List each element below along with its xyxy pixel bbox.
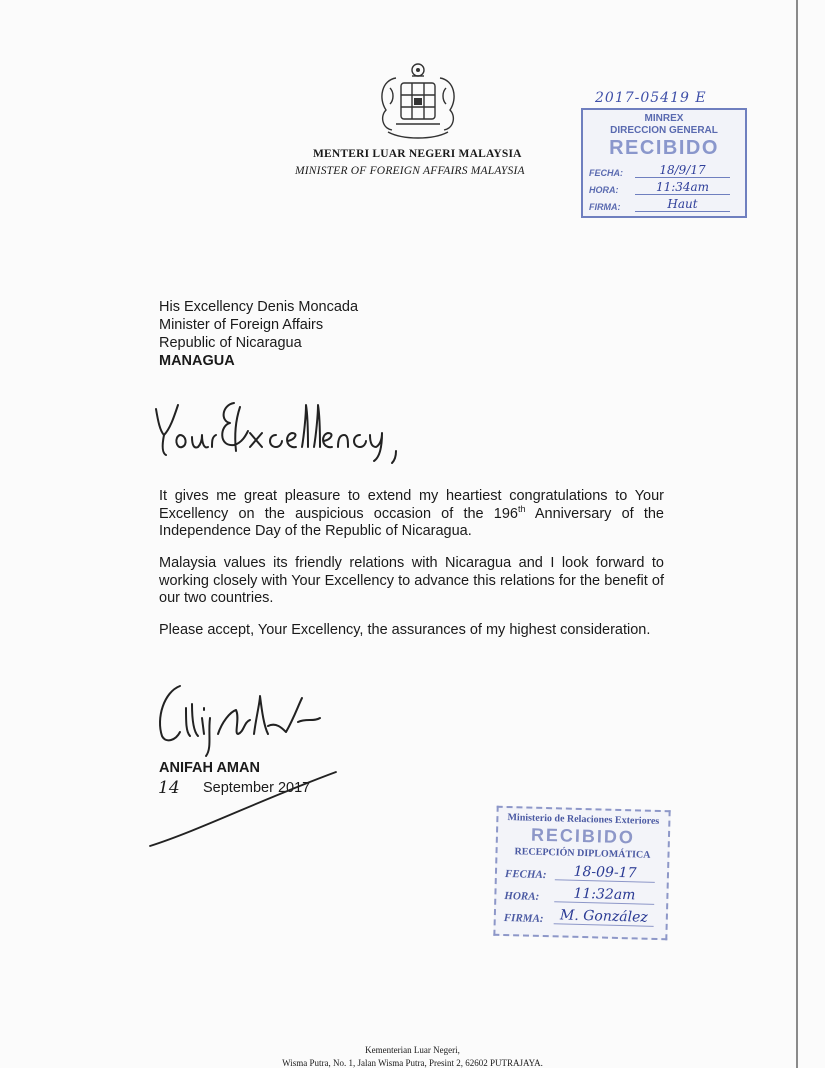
stamp-line: MINREX [644, 113, 684, 124]
stamp-sign-label: FIRMA: [503, 911, 544, 926]
recipient-name: His Excellency Denis Moncada [159, 299, 359, 315]
stamp-time-value: 11:34am [635, 180, 730, 195]
letterhead-title-malay: MENTERI LUAR NEGERI MALAYSIA [313, 148, 522, 160]
footer-address: Wisma Putra, No. 1, Jalan Wisma Putra, Presint 2, 62602 PUTRAJAYA. [282, 1058, 543, 1068]
recipient-country: Republic of Nicaragua [159, 335, 302, 351]
stamp-date-label: FECHA: [589, 168, 623, 178]
stamp-reference-number: 2017-05419 E [595, 90, 707, 106]
malaysia-coat-of-arms-icon [368, 58, 468, 144]
stamp-sign-label: FIRMA: [589, 202, 621, 212]
stamp-line: Ministerio de Relaciones Exteriores [507, 812, 660, 828]
letter-date: September 2017 [203, 780, 311, 796]
stamp-time-value: 11:32am [554, 885, 654, 905]
stamp-date-value: 18-09-17 [555, 863, 655, 883]
stamp-line: RECEPCIÓN DIPLOMÁTICA [514, 846, 651, 861]
paragraph-closing: Please accept, Your Excellency, the assurances of my highest consideration. [159, 622, 651, 638]
paragraph-text: Anniversary of the Independence Day of the Republic of Nicaragua. [159, 505, 664, 539]
signature-flourish-stroke [140, 760, 340, 860]
stamp-sign-value: Haut [635, 197, 730, 212]
stamp-received-word: RECIBIDO [530, 824, 636, 848]
ordinal-suffix: th [517, 503, 526, 514]
paragraph-congratulations [159, 488, 664, 541]
stamp-received-word: RECIBIDO [609, 137, 719, 159]
paragraph-relations: Malaysia values its friendly relations with Nicaragua and I look forward to working closely with Your Excellency to advance this relations for the benefit of our two countries. [159, 555, 664, 606]
stamp-time-label: HORA: [589, 185, 619, 195]
stamp-date-value: 18/9/17 [635, 163, 730, 178]
letterhead-title-english: MINISTER OF FOREIGN AFFAIRS MALAYSIA [295, 165, 525, 177]
recipient-city: MANAGUA [159, 353, 235, 369]
stamp-time-label: HORA: [504, 889, 540, 903]
page-edge-line [796, 0, 798, 1068]
paragraph-text: It gives me great pleasure to extend my heartiest congratulations to Your Excellency on the auspicious occasion of the 196 [159, 488, 664, 522]
handwritten-salutation [150, 395, 410, 475]
stamp-line: DIRECCION GENERAL [610, 125, 718, 136]
handwritten-signature [146, 678, 346, 758]
footer-ministry-name: Kementerian Luar Negeri, [365, 1045, 460, 1055]
stamp-date-label: FECHA: [504, 867, 547, 882]
stamp-sign-value: M. González [554, 907, 654, 927]
signer-name: ANIFAH AMAN [159, 760, 260, 776]
handwritten-date-day: 14 [158, 778, 180, 798]
recipient-title: Minister of Foreign Affairs [159, 317, 324, 333]
received-stamp-minrex [581, 108, 747, 218]
received-stamp-diplomatic-reception [493, 806, 670, 941]
